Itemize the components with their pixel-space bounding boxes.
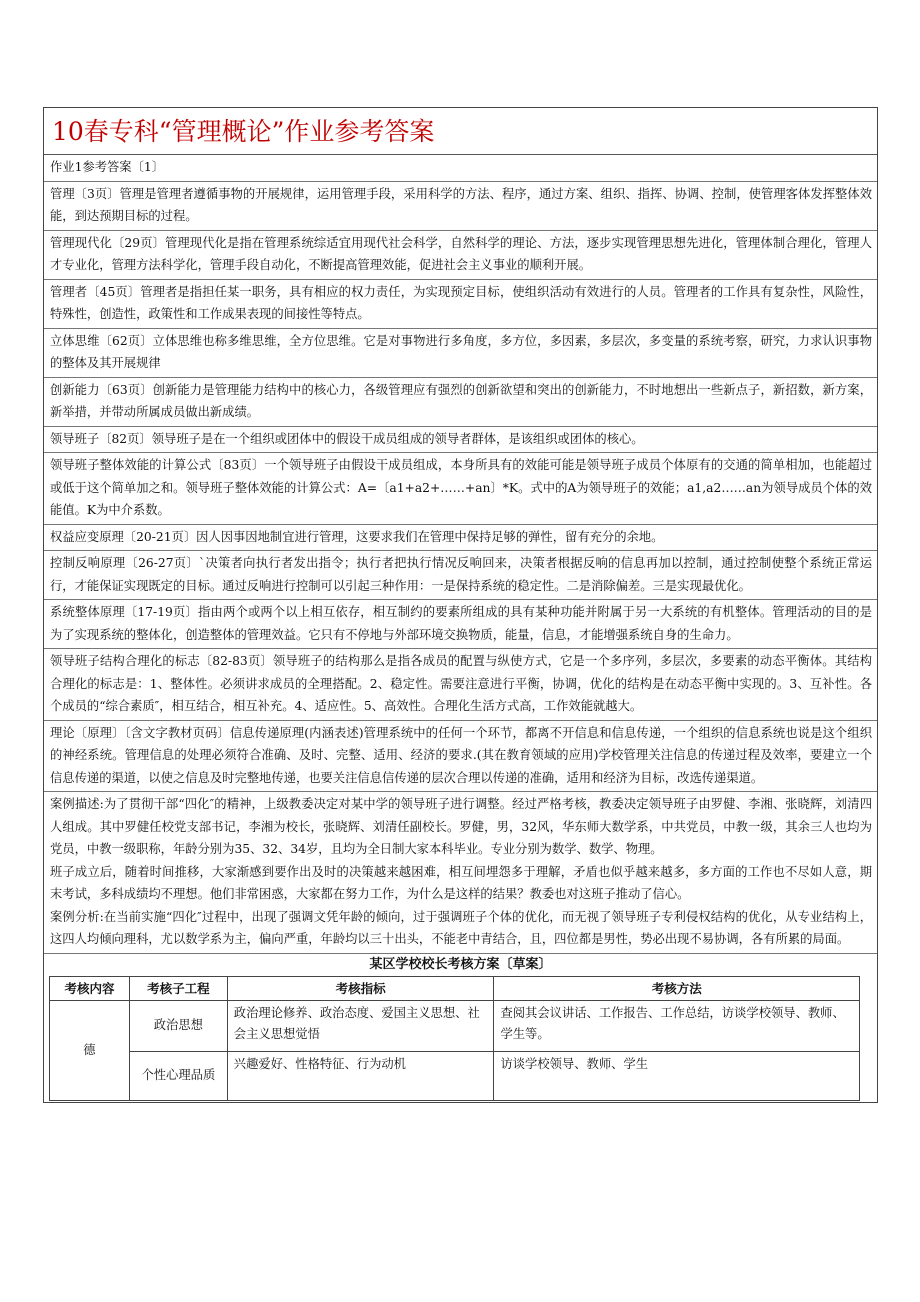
answer-row: 创新能力〔63页〕创新能力是管理能力结构中的核心力，各级管理应有强烈的创新欲望和突出的创新能力，不时地想出一些新点子，新招数，新方案，新举措，并带动所属成员做出新成绩。 (44, 378, 877, 427)
answer-row: 管理者〔45页〕管理者是指担任某一职务，具有相应的权力责任，为实现预定目标，使组织活动有效进行的人员。管理者的工作具有复杂性，风险性，特殊性，创造性，政策性和工作成果表现的间接性等特点。 (44, 280, 877, 329)
method-cell: 访谈学校领导、教师、学生 (494, 1051, 860, 1100)
column-header: 考核指标 (227, 976, 494, 1000)
column-header: 考核方法 (494, 976, 860, 1000)
answer-row: 领导班子整体效能的计算公式〔83页〕一个领导班子由假设干成员组成，本身所具有的效能可能是领导班子成员个体原有的交通的简单相加，也能超过或低于这个简单加之和。领导班子整体效能的计算公式：A=〔a1+a2+……+an〕*K。式中的A为领导班子的效能；a1,a2……an为领导成员个体的效能值。K为中介系数。 (44, 453, 877, 525)
table-row (50, 1051, 860, 1100)
case-study-row (44, 792, 877, 954)
category-cell: 德 (50, 1000, 130, 1100)
answer-row: 系统整体原理〔17-19页〕指由两个或两个以上相互依存，相互制约的要素所组成的具有某种功能并附属于另一大系统的有机整体。管理活动的目的是为了实现系统的整体化，创造整体的管理效益。它只有不停地与外部环境交换物质，能量，信息，才能增强系统自身的生命力。 (44, 600, 877, 649)
case-followup: 班子成立后，随着时间推移，大家渐感到要作出及时的决策越来越困难，相互间埋怨多于理解，矛盾也似乎越来越多，多方面的工作也不尽如人意，期末考试，多科成绩均不理想。他们非常困惑，大家都在努力工作，为什么是这样的结果？教委也对这班子推动了信心。 (50, 864, 872, 901)
sub-item-cell: 个性心理品质 (129, 1051, 227, 1100)
table-row (50, 1000, 860, 1051)
method-cell: 查阅其会议讲话、工作报告、工作总结，访谈学校领导、教师、学生等。 (494, 1000, 860, 1051)
page-title: 10春专科“管理概论”作业参考答案 (44, 108, 877, 155)
answer-row: 控制反响原理〔26-27页〕`决策者向执行者发出指令；执行者把执行情况反响回来，决策者根据反响的信息再加以控制，通过控制使整个系统正常运行，才能保证实现既定的目标。通过反响进行控制可以引起三种作用：一是保持系统的稳定性。二是消除偏差。三是实现最优化。 (44, 551, 877, 600)
answer-row: 领导班子〔82页〕领导班子是在一个组织或团体中的假设干成员组成的领导者群体，是该组织或团体的核心。 (44, 427, 877, 454)
answer-frame (43, 107, 878, 976)
indicator-cell: 兴趣爱好、性格特征、行为动机 (227, 1051, 494, 1100)
sub-item-cell: 政治思想 (129, 1000, 227, 1051)
answer-row: 领导班子结构合理化的标志〔82-83页〕领导班子的结构那么是指各成员的配置与纵使方式，它是一个多序列，多层次，多要素的动态平衡体。其结构合理化的标志是：1、整体性。必须讲求成员的全理搭配。2、稳定性。需要注意进行平衡，协调，优化的结构是在动态平衡中实现的。3、互补性。各个成员的“综合素质″，相互结合，相互补充。4、适应性。5、高效性。合理化生活方式高，工作效能就越大。 (44, 649, 877, 721)
indicator-cell: 政治理论修养、政治态度、爱国主义思想、社会主义思想觉悟 (227, 1000, 494, 1051)
column-header: 考核子工程 (129, 976, 227, 1000)
answer-heading: 作业1参考答案〔1〕 (44, 155, 877, 182)
answer-row: 管理现代化〔29页〕管理现代化是指在管理系统综适宜用现代社会科学，自然科学的理论、方法，逐步实现管理思想先进化，管理体制合理化，管理人才专业化，管理方法科学化，管理手段自动化，不断提高管理效能，促进社会主义事业的顺利开展。 (44, 231, 877, 280)
assessment-table (49, 976, 860, 1101)
answer-row: 权益应变原理〔20-21页〕因人因事因地制宜进行管理，这要求我们在管理中保持足够的弹性，留有充分的余地。 (44, 525, 877, 552)
table-header-row (50, 976, 860, 1000)
column-header: 考核内容 (50, 976, 130, 1000)
document-page (43, 107, 878, 1103)
answer-row: 管理〔3页〕管理是管理者遵循事物的开展规律，运用管理手段，采用科学的方法、程序，通过方案、组织、指挥、协调、控制，使管理客体发挥整体效能，到达预期目标的过程。 (44, 182, 877, 231)
answer-row: 理论〔原理〕〔含文字教材页码〕信息传递原理(内涵表述)管理系统中的任何一个环节，都离不开信息和信息传递，一个组织的信息系统也说是这个组织的神经系统。管理信息的处理必须符合准确、及时、完整、适用、经济的要求.(其在教育领域的应用)学校管理关注信息的传递过程及效率，要建立一个信息传递的渠道，以使之信息及时完整地传递，也要关注信息信传递的层次合理以传递的准确，适用和经济为目标，改选传递渠道。 (44, 721, 877, 793)
assessment-title: 某区学校校长考核方案〔草案〕 (369, 956, 552, 972)
assessment-wrap (43, 976, 878, 1103)
case-analysis: 案例分析:在当前实施“四化″过程中，出现了强调文凭年龄的倾向，过于强调班子个体的优化，而无视了领导班子专利侵权结构的优化，从专业结构上，这四人均倾向理科，尤以数学系为主，偏向严重，年龄均以三十出头，不能老中青结合，且，四位都是男性，势必出现不易协调，各有所累的局面。 (50, 909, 872, 946)
answer-row: 立体思维〔62页〕立体思维也称多维思维，全方位思维。它是对事物进行多角度，多方位，多因素，多层次，多变量的系统考察，研究，力求认识事物的整体及其开展规律 (44, 329, 877, 378)
case-description: 案例描述:为了贯彻干部“四化″的精神，上级教委决定对某中学的领导班子进行调整。经过严格考核，教委决定领导班子由罗健、李湘、张晓辉，刘清四人组成。其中罗健任校党支部书记，李湘为校长，张晓辉、刘清任副校长。罗健，男，32风，华东师大数学系，中共党员，中教一级，其余三人也均为党员，中教一级职称，年龄分别为35、32、34岁，且均为全日制大家本科毕业。专业分别为数学、数学、物理。 (50, 797, 872, 856)
